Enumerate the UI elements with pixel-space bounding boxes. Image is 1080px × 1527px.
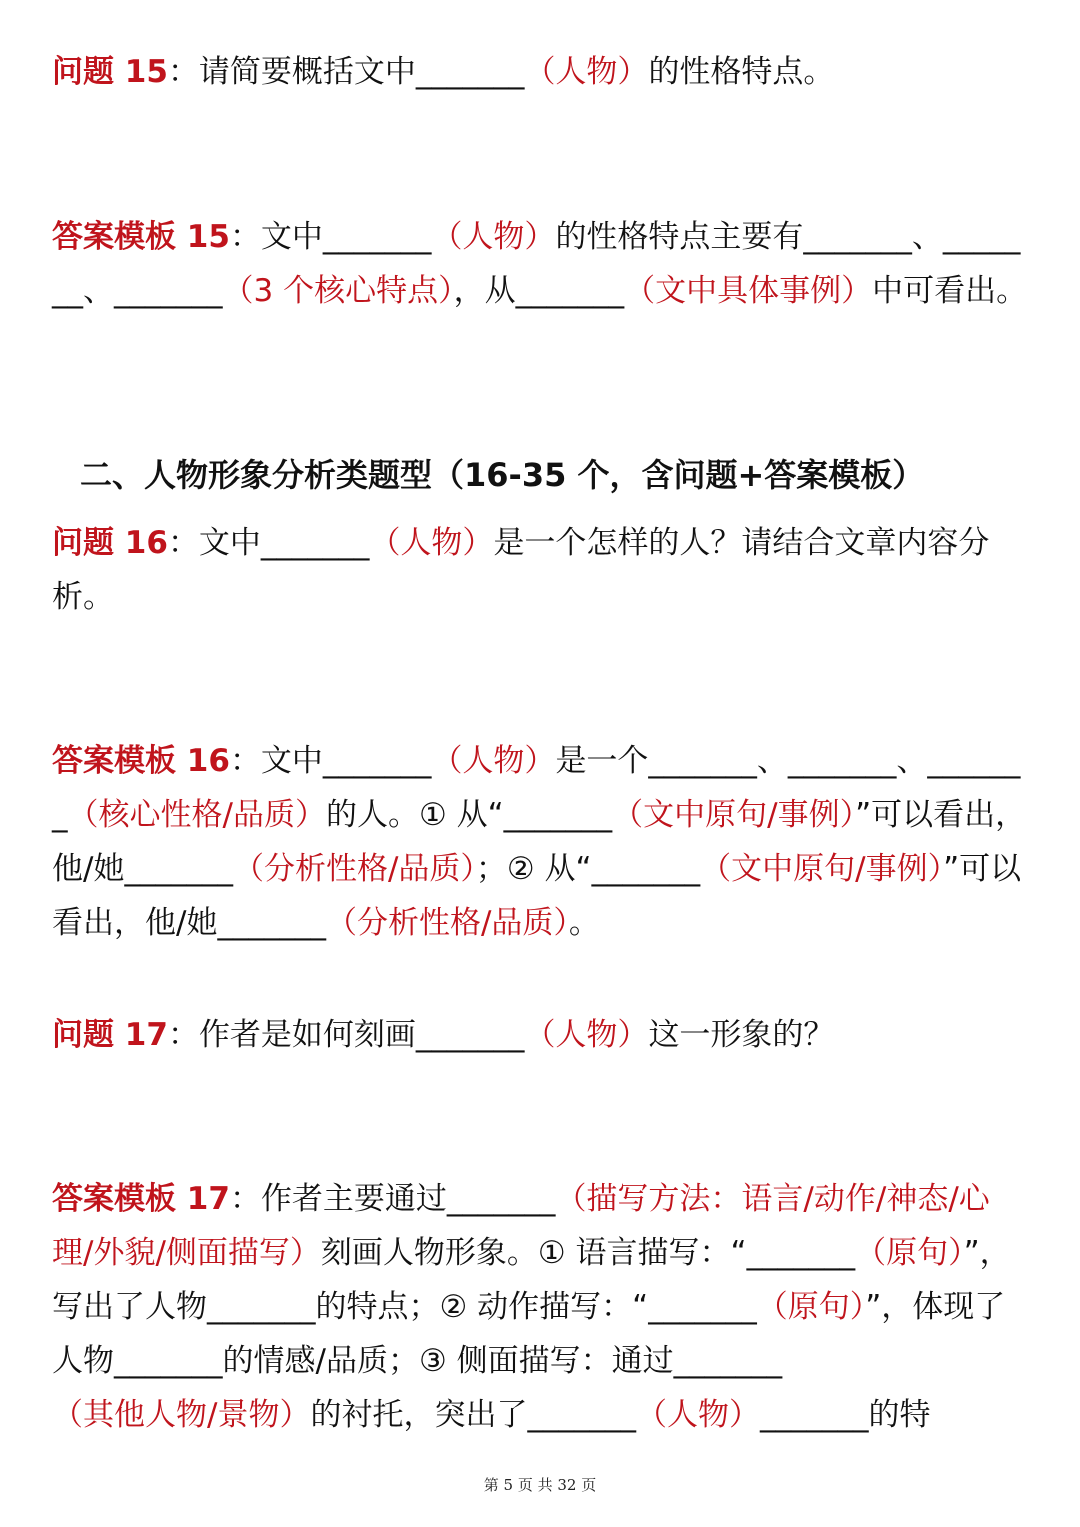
placeholder-hint: （人物）	[524, 54, 649, 90]
placeholder-hint: （核心性格/品质）	[67, 797, 326, 833]
question-text: 的性格特点。	[648, 54, 835, 90]
placeholder-hint: （描写方法：语言/动作/神态/心理/外貌/侧面描写）	[52, 1181, 990, 1271]
section-heading: 二、人物形象分析类题型（16-35 个，含问题+答案模板）	[80, 456, 925, 494]
question-label: 问题 15	[52, 54, 168, 90]
answer-label: 答案模板 17	[52, 1181, 230, 1217]
question-17	[52, 1008, 1030, 1062]
answer-text: _______的特	[759, 1397, 931, 1433]
placeholder-hint: （分析性格/品质）	[232, 851, 476, 887]
question-label: 问题 17	[52, 1017, 168, 1053]
answer-text: ”，写出了人物_______的特点；② 动作描写：“_______	[52, 1235, 1011, 1325]
placeholder-hint: （文中原句/事例）	[700, 851, 944, 887]
answer-template-17	[52, 1172, 1030, 1442]
answer-text: ”可以看出，他/她_______	[52, 851, 1022, 941]
question-label: 问题 16	[52, 525, 168, 561]
answer-text: 中可看出。	[872, 273, 1028, 309]
placeholder-hint: （文中原句/事例）	[612, 797, 856, 833]
answer-text: 。	[568, 905, 600, 941]
placeholder-hint: （原句）	[756, 1289, 866, 1325]
placeholder-hint: （人物）	[431, 743, 556, 779]
answer-template-15	[52, 210, 1030, 318]
question-text: ：作者是如何刻画_______	[167, 1017, 525, 1053]
question-16	[52, 516, 1030, 624]
placeholder-hint: （人物）	[369, 525, 494, 561]
answer-text: ；② 从“_______	[475, 851, 701, 887]
placeholder-hint: （3 个核心特点）	[222, 273, 454, 309]
question-15	[52, 45, 1030, 99]
answer-text: 的衬托，突出了_______	[310, 1397, 636, 1433]
placeholder-hint: （人物）	[635, 1397, 760, 1433]
placeholder-hint: （分析性格/品质）	[325, 905, 569, 941]
answer-text: 的性格特点主要有_______、_______、_______	[52, 219, 1021, 309]
question-text: 是一个怎样的人？请结合文章内容分析。	[52, 525, 990, 615]
answer-label: 答案模板 16	[52, 743, 230, 779]
placeholder-hint: （人物）	[524, 1017, 649, 1053]
answer-text: ：作者主要通过_______	[229, 1181, 556, 1217]
question-text: ：请简要概括文中_______	[167, 54, 525, 90]
answer-label: 答案模板 15	[52, 219, 230, 255]
answer-template-16	[52, 734, 1030, 950]
answer-text: ：文中_______	[229, 219, 432, 255]
answer-text: ”可以看出，他/她_______	[52, 797, 1027, 887]
answer-text: 的人。① 从“_______	[325, 797, 613, 833]
placeholder-hint: （文中具体事例）	[624, 273, 873, 309]
question-text: ：文中_______	[167, 525, 370, 561]
placeholder-hint: （其他人物/景物）	[52, 1397, 311, 1433]
page-footer: 第 5 页 共 32 页	[483, 1476, 597, 1494]
placeholder-hint: （原句）	[855, 1235, 964, 1271]
answer-text: ，从_______	[453, 273, 625, 309]
question-text: 这一形象的？	[648, 1017, 835, 1053]
placeholder-hint: （人物）	[431, 219, 556, 255]
answer-text: 刻画人物形象。① 语言描写：“_______	[320, 1235, 856, 1271]
answer-text: 是一个_______、_______、_______	[52, 743, 1021, 833]
answer-text: ：文中_______	[229, 743, 432, 779]
answer-text: ”，体现了人物_______的情感/品质；③ 侧面描写：通过_______	[52, 1289, 1006, 1379]
